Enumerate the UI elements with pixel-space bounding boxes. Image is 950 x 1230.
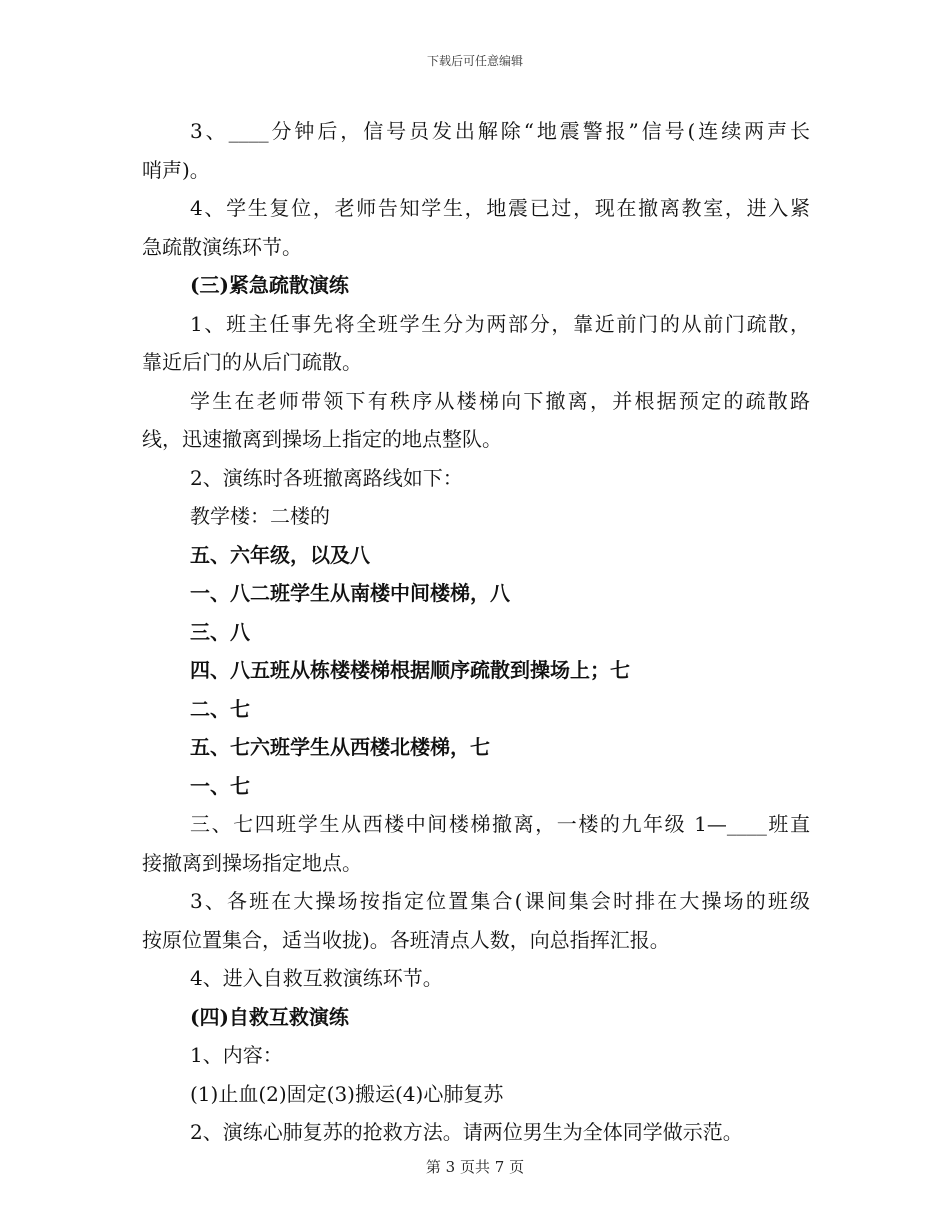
paragraph-step-3-line-1: 3、____分钟后，信号员发出解除“地震警报”信号(连续两声长 [190, 119, 810, 143]
document-body [142, 112, 810, 1152]
paragraph-route-line-6: 五、七六班学生从西楼北楼梯，七 [190, 735, 490, 759]
paragraph-route-line-3: 三、八 [190, 619, 250, 644]
section-heading-emergency-evacuation: (三)紧急疏散演练 [190, 273, 349, 297]
paragraph-evac-1-line-1: 1、班主任事先将全班学生分为两部分，靠近前门的从前门疏散， [190, 311, 810, 336]
header-note: 下载后可任意编辑 [426, 54, 523, 68]
paragraph-route-line-2: 一、八二班学生从南楼中间楼梯，八 [190, 581, 510, 605]
paragraph-evac-1-line-2: 靠近后门的从后门疏散。 [142, 350, 362, 374]
paragraph-evac-2: 2、演练时各班撤离路线如下： [190, 465, 463, 490]
paragraph-teaching-building: 教学楼：二楼的 [190, 504, 330, 528]
paragraph-route-line-7: 一、七 [190, 773, 250, 798]
paragraph-route-line-4: 四、八五班从栋楼楼梯根据顺序疏散到操场上；七 [190, 658, 630, 682]
paragraph-evac-students-line-2: 线，迅速撤离到操场上指定的地点整队。 [142, 427, 502, 451]
paragraph-rescue-1: 1、内容： [190, 1043, 283, 1067]
paragraph-route-line-1: 五、六年级，以及八 [190, 542, 370, 567]
paragraph-rescue-items: (1)止血(2)固定(3)搬运(4)心肺复苏 [190, 1081, 504, 1106]
paragraph-evac-students-line-1: 学生在老师带领下有秩序从楼梯向下撤离，并根据预定的疏散路 [190, 388, 810, 413]
paragraph-step-3-line-2: 哨声)。 [142, 157, 210, 182]
section-heading-self-rescue: (四)自救互救演练 [190, 1004, 349, 1029]
paragraph-route-line-8: 三、七四班学生从西楼中间楼梯撤离，一楼的九年级 1—____班直 [190, 812, 810, 836]
page-number: 第 3 页共 7 页 [425, 1158, 525, 1176]
paragraph-route-line-9: 接撤离到操场指定地点。 [142, 850, 362, 875]
paragraph-step-4-line-2: 急疏散演练环节。 [142, 234, 302, 259]
paragraph-evac-4: 4、进入自救互救演练环节。 [190, 966, 443, 990]
paragraph-evac-3-line-1: 3、各班在大操场按指定位置集合(课间集会时排在大操场的班级 [190, 889, 810, 913]
paragraph-evac-3-line-2: 按原位置集合，适当收拢)。各班清点人数，向总指挥汇报。 [142, 927, 670, 952]
paragraph-route-line-5: 二、七 [190, 696, 250, 721]
paragraph-step-4-line-1: 4、学生复位，老师告知学生，地震已过，现在撤离教室，进入紧 [190, 196, 810, 220]
paragraph-rescue-2: 2、演练心肺复苏的抢救方法。请两位男生为全体同学做示范。 [190, 1120, 743, 1144]
